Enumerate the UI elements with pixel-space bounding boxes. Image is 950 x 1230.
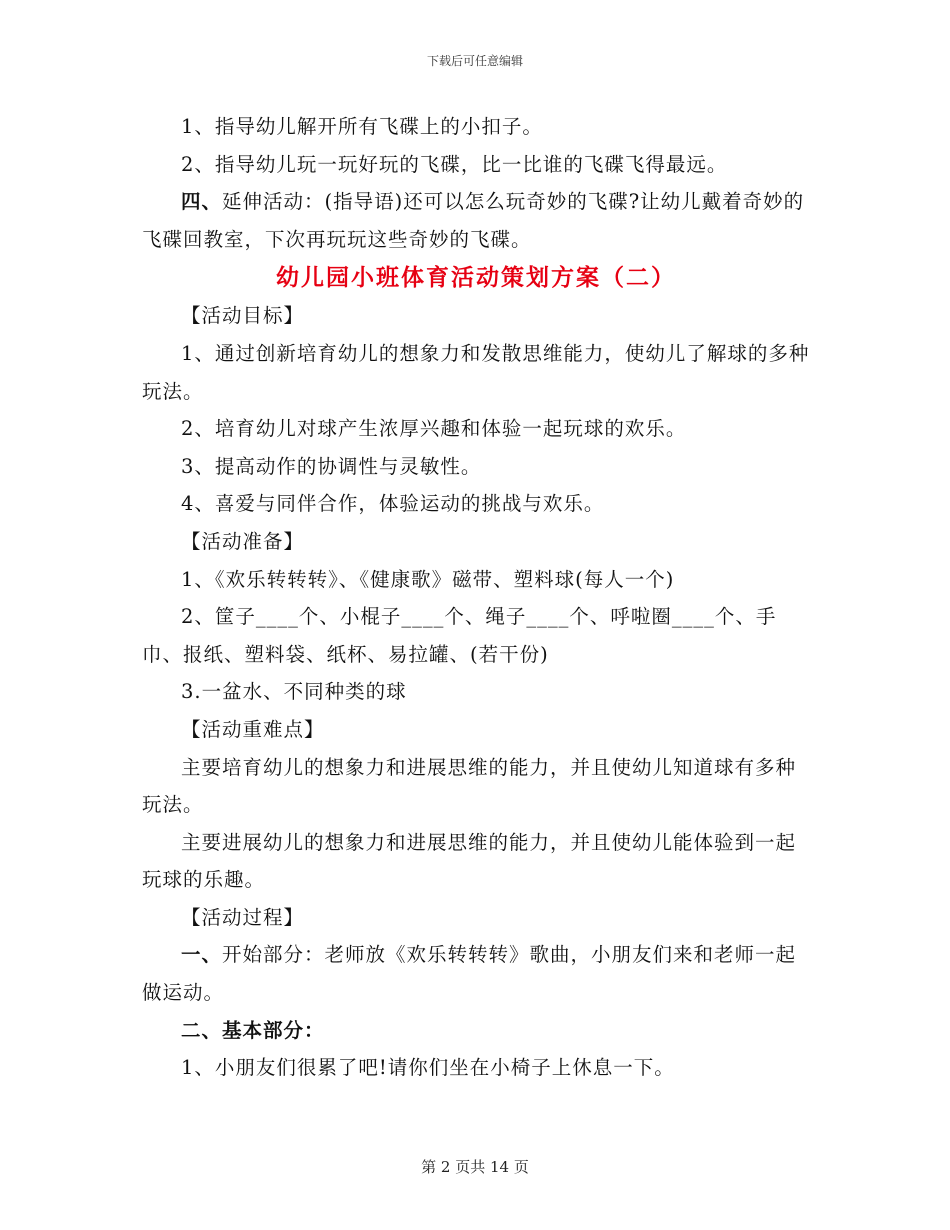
extension-activity bbox=[142, 183, 810, 258]
page-footer: 第 2 页共 14 页 bbox=[421, 1158, 529, 1176]
document-body bbox=[142, 108, 810, 1087]
key-points-heading: 【活动重难点】 bbox=[181, 717, 325, 741]
goal-item-1: 1、通过创新培育幼儿的想象力和发散思维能力，使幼儿了解球的多种玩法。 bbox=[142, 341, 810, 403]
prep-item-3: 3.一盆水、不同种类的球 bbox=[181, 680, 407, 704]
goals-heading: 【活动目标】 bbox=[181, 304, 305, 328]
process-basic-item-1: 1、小朋友们很累了吧!请你们坐在小椅子上休息一下。 bbox=[181, 1056, 675, 1080]
process-start bbox=[142, 936, 810, 1011]
goal-item-2: 2、培育幼儿对球产生浓厚兴趣和体验一起玩球的欢乐。 bbox=[181, 417, 687, 441]
header-note: 下载后可任意编辑 bbox=[426, 54, 523, 68]
prep-heading: 【活动准备】 bbox=[181, 529, 305, 553]
goal-item-3: 3、提高动作的协调性与灵敏性。 bbox=[181, 454, 482, 478]
extension-number: 四、 bbox=[181, 190, 223, 214]
extension-text: 延伸活动：(指导语)还可以怎么玩奇妙的飞碟?让幼儿戴着奇妙的飞碟回教室，下次再玩玩这些奇妙的飞碟。 bbox=[142, 190, 805, 251]
instruction-item-2: 2、指导幼儿玩一玩好玩的飞碟，比一比谁的飞碟飞得最远。 bbox=[181, 152, 728, 176]
section-title: 幼儿园小班体育活动策划方案（二） bbox=[276, 264, 676, 292]
key-point-2: 主要进展幼儿的想象力和进展思维的能力，并且使幼儿能体验到一起玩球的乐趣。 bbox=[142, 830, 797, 892]
process-start-text: 开始部分：老师放《欢乐转转转》歌曲，小朋友们来和老师一起做运动。 bbox=[142, 943, 797, 1005]
goal-item-4: 4、喜爱与同伴合作，体验运动的挑战与欢乐。 bbox=[181, 492, 605, 516]
process-basic-heading: 二、基本部分： bbox=[181, 1018, 325, 1042]
key-point-1: 主要培育幼儿的想象力和进展思维的能力，并且使幼儿知道球有多种玩法。 bbox=[142, 755, 797, 817]
prep-item-1: 1、《欢乐转转转》、《健康歌》磁带、塑料球(每人一个) bbox=[181, 567, 675, 591]
process-heading: 【活动过程】 bbox=[181, 905, 305, 929]
instruction-item-1: 1、指导幼儿解开所有飞碟上的小扣子。 bbox=[181, 115, 543, 138]
prep-item-2: 2、筐子____个、小棍子____个、绳子____个、呼啦圈____个、手巾、报纸、塑料袋、纸杯、易拉罐、(若干份) bbox=[142, 605, 777, 666]
process-start-number: 一、 bbox=[181, 943, 223, 967]
